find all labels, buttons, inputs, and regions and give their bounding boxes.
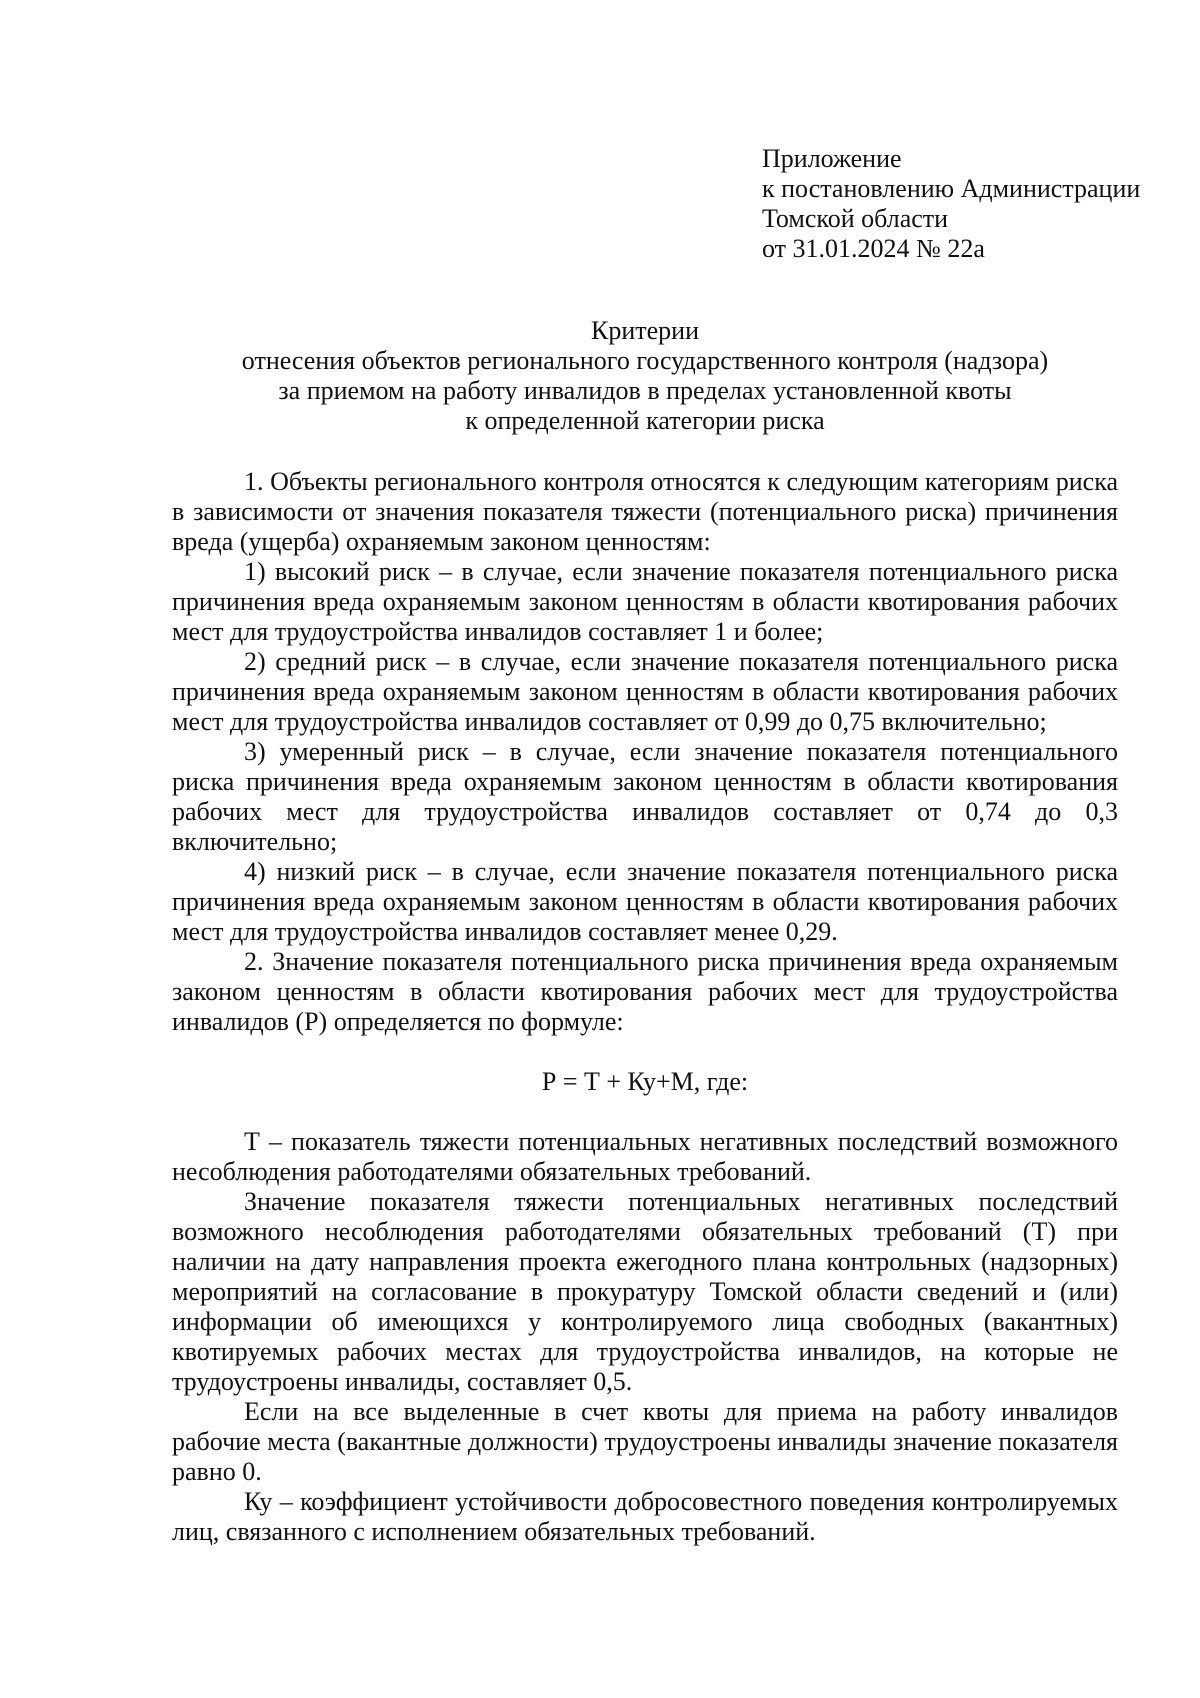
- title-line-3: за приемом на работу инвалидов в пределах установленной квоты: [278, 376, 1012, 405]
- appendix-header: [762, 144, 1142, 264]
- paragraph-t-definition: Т – показатель тяжести потенциальных негативных последствий возможного несоблюдения работодателями обязательных требований.: [172, 1127, 1118, 1186]
- paragraph-low-risk: 4) низкий риск – в случае, если значение показателя потенциального риска причинения вреда охраняемым законом ценностям в области квотирования рабочих мест для трудоустройства инвалидов составляет менее 0,29.: [172, 857, 1118, 946]
- paragraph-high-risk: 1) высокий риск – в случае, если значение показателя потенциального риска причинения вреда охраняемым законом ценностям в области квотирования рабочих мест для трудоустройства инвалидов составляет 1 и более;: [172, 557, 1118, 646]
- appendix-line-1: Приложение: [762, 144, 902, 173]
- paragraph-t-value: Значение показателя тяжести потенциальных негативных последствий возможного несоблюдения работодателями обязательных требований (Т) при наличии на дату направления проекта ежегодного плана контрольных (надзорных) мероприятий на согласование в прокуратуру Томской области сведений и (или) информации об имеющихся у контролируемого лица свободных (вакантных) квотируемых рабочих местах для трудоустройства инвалидов, на которые не трудоустроены инвалиды, составляет 0,5.: [172, 1187, 1118, 1396]
- title-line-1: Критерии: [591, 316, 699, 345]
- title-line-4: к определенной категории риска: [465, 406, 825, 435]
- paragraph-ku-definition: Ку – коэффициент устойчивости добросовестного поведения контролируемых лиц, связанного с исполнением обязательных требований.: [172, 1487, 1118, 1546]
- paragraph-2: 2. Значение показателя потенциального риска причинения вреда охраняемым законом ценностям в области квотирования рабочих мест для трудоустройства инвалидов (Р) определяется по формуле:: [172, 947, 1118, 1036]
- paragraph-t-zero: Если на все выделенные в счет квоты для приема на работу инвалидов рабочие места (вакантные должности) трудоустроены инвалиды значение показателя равно 0.: [172, 1397, 1118, 1486]
- document-body: [172, 467, 1118, 1547]
- title-line-2: отнесения объектов регионального государственного контроля (надзора): [241, 346, 1049, 375]
- paragraph-1: 1. Объекты регионального контроля относятся к следующим категориям риска в зависимости от значения показателя тяжести (потенциального риска) причинения вреда (ущерба) охраняемым законом ценностям:: [172, 467, 1118, 556]
- appendix-line-3: Томской области: [762, 204, 949, 233]
- paragraph-medium-risk: 2) средний риск – в случае, если значение показателя потенциального риска причинения вреда охраняемым законом ценностям в области квотирования рабочих мест для трудоустройства инвалидов составляет от 0,99 до 0,75 включительно;: [172, 647, 1118, 736]
- document-title: [172, 316, 1118, 436]
- appendix-line-4: от 31.01.2024 № 22а: [762, 234, 985, 263]
- formula: Р = Т + Ку+М, где:: [541, 1067, 749, 1096]
- appendix-line-2: к постановлению Администрации: [762, 174, 1141, 203]
- paragraph-moderate-risk: 3) умеренный риск – в случае, если значение показателя потенциального риска причинения вреда охраняемым законом ценностям в области квотирования рабочих мест для трудоустройства инвалидов составляет от 0,74 до 0,3 включительно;: [172, 737, 1118, 856]
